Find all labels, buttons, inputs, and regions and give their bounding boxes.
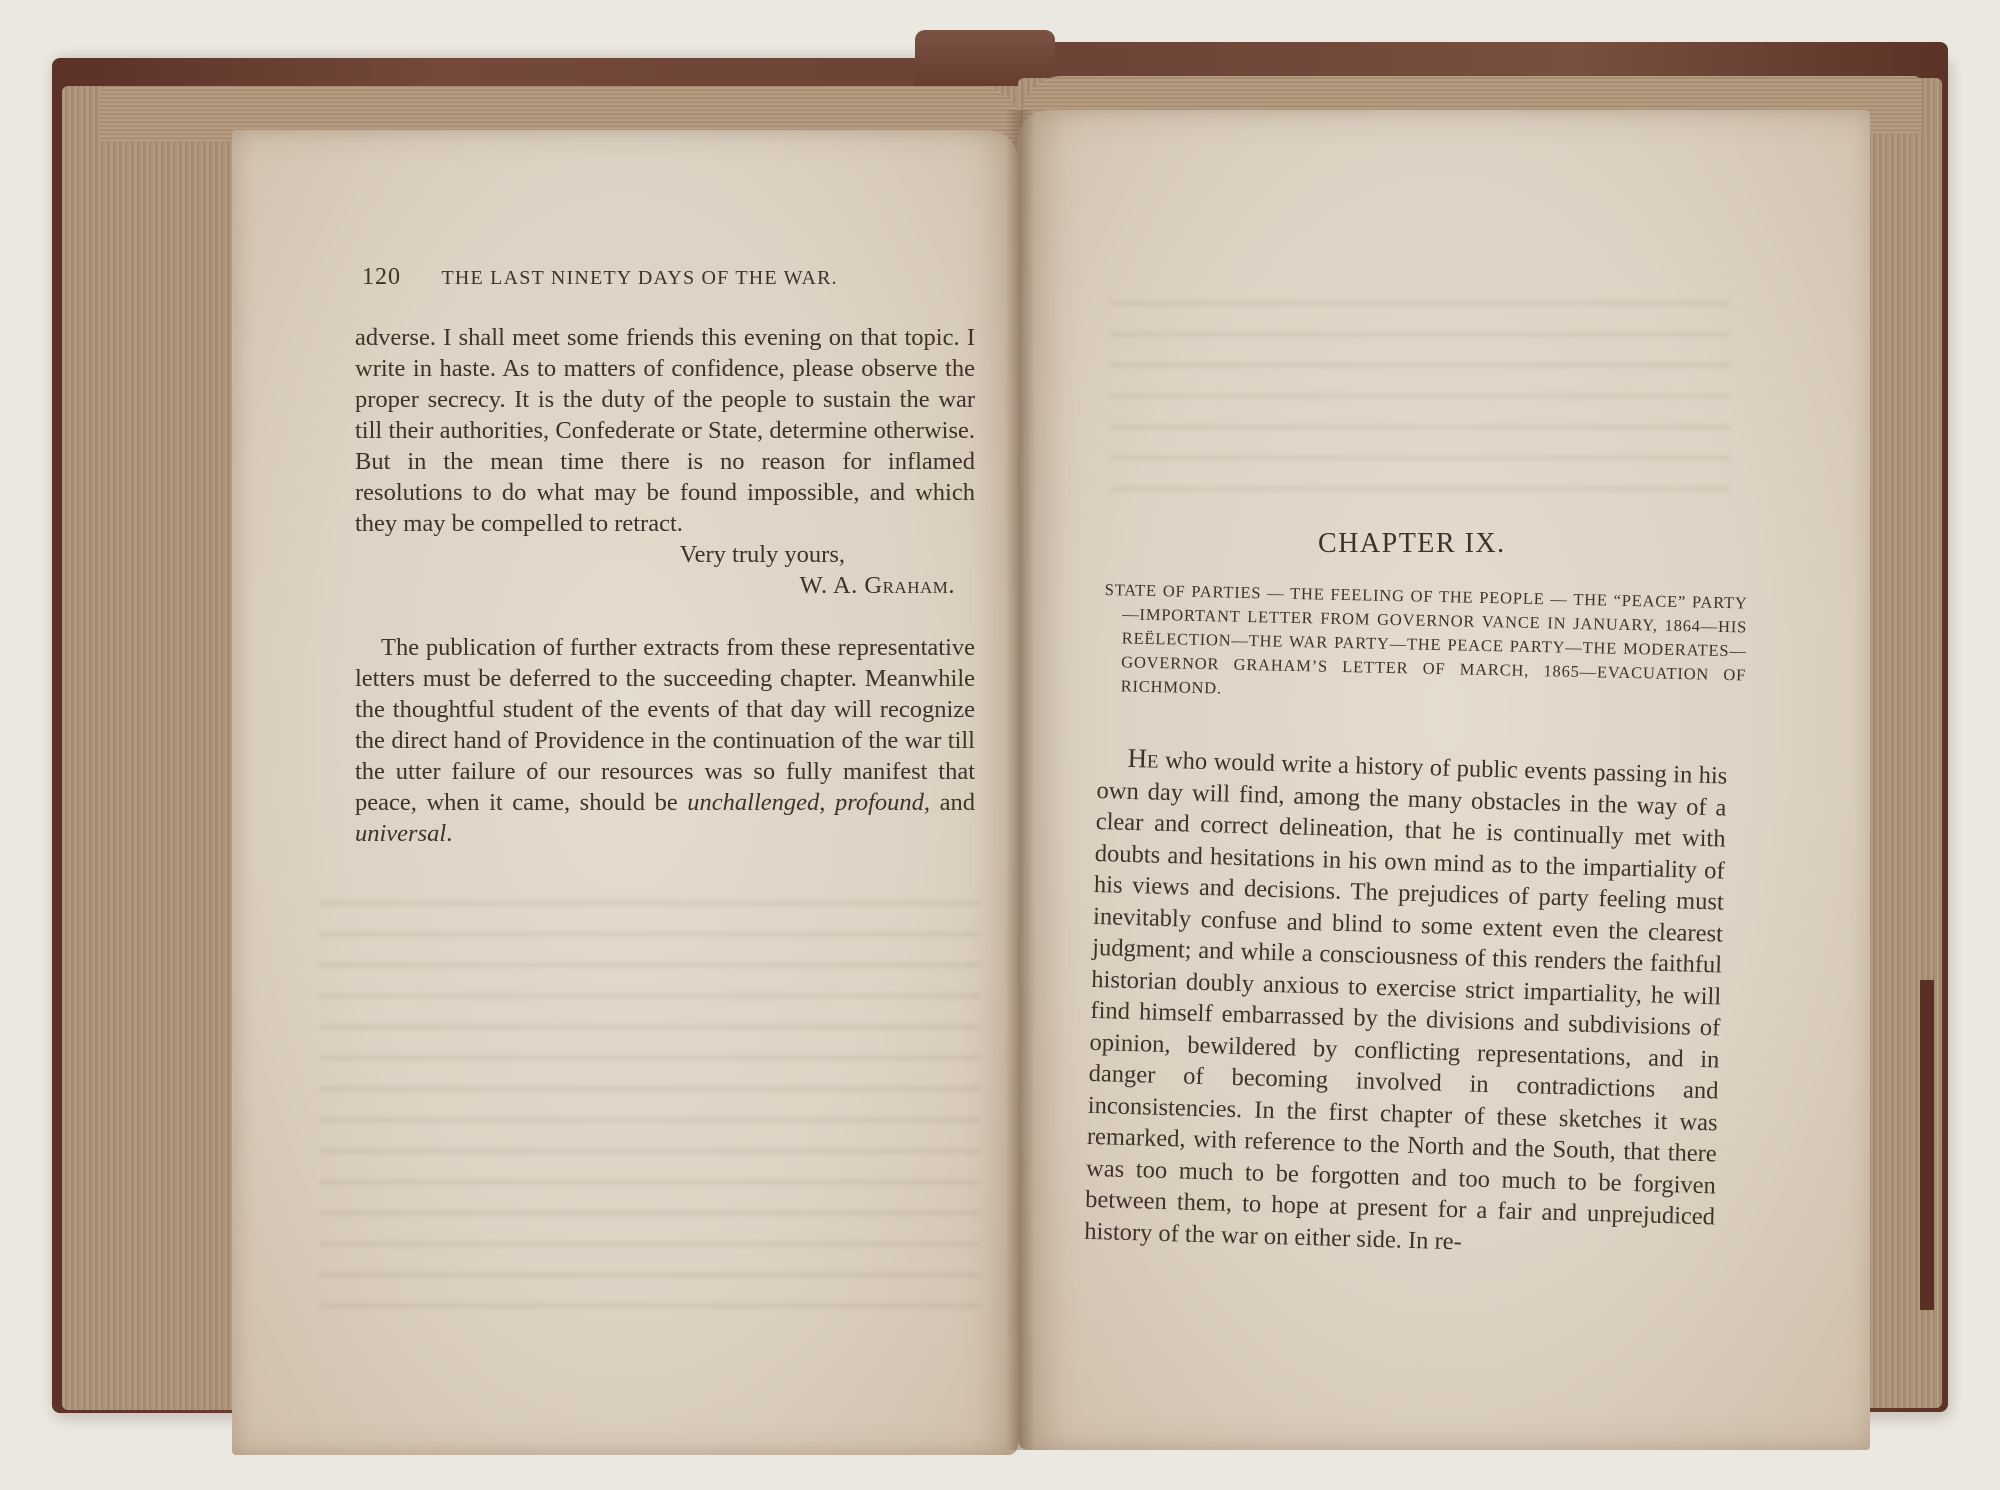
chapter-body-text: who would write a history of public events passing in his own day will find, among the many obstacles in the way of a clear and correct delineation, that he is continually met with doubts and hesitations in his own mind as to the impartiality of his views and decisions. The prejudices of party feeling must inevitably confuse and blind to some extent even the clearest judgment; and while a consciousness of this renders the faithful historian doubly anxious to exercise strict impartiality, he will find himself embarrassed by the divisions and subdivisions of opinion, bewildered by conflicting representations, and in danger of becoming involved in contradictions and inconsistencies. In the first chapter of these sketches it was remarked, with reference to the North and the South, that there was too much to be forgotten and too much to be forgiven between them, to hope at present for a fair and unprejudiced history of the war on either side. In re- [1083, 746, 1728, 1255]
right-page-body [1084, 742, 1728, 1264]
binding-tape [1920, 980, 1934, 1310]
lead-word: He [1127, 742, 1160, 774]
emphasis-profound: profound [834, 789, 924, 816]
running-title: THE LAST NINETY DAYS OF THE WAR. [441, 267, 838, 289]
page-number: 120 [362, 264, 401, 290]
separator-1: , [819, 789, 835, 816]
right-page-showthrough [1110, 300, 1730, 500]
emphasis-unchallenged: unchallenged [687, 789, 820, 816]
commentary-text: The publication of further extracts from these representative letters must be deferred to the succeeding chapter. Meanwhile the thoughtful student of the events of that day will recognize the direct hand of Providence in the continuation of the war till the utter failure of our resources was so fully manifest that peace, when it came, should be [355, 634, 975, 816]
end-period: . [446, 820, 453, 847]
running-head [362, 264, 982, 291]
and-word: and [930, 789, 975, 816]
letter-signature: W. A. Graham. [799, 572, 955, 599]
separator-2: , [923, 789, 931, 816]
letter-closing: Very truly yours, [679, 541, 845, 568]
left-page-body [355, 322, 975, 849]
book-gutter [1005, 110, 1035, 1450]
chapter-title: CHAPTER IX. [1318, 528, 1506, 559]
emphasis-universal: universal [355, 820, 447, 847]
letter-text: adverse. I shall meet some friends this evening on that topic. I write in haste. As to matters of confidence, please observe the proper secrecy. It is the duty of the people to sustain the war till their authorities, Confederate or State, determine otherwise. But in the mean time there is no reason for inflamed resolutions to do what may be found impossible, and which they may be compelled to retract. [355, 324, 975, 537]
commentary-paragraph [355, 632, 975, 849]
left-page-showthrough [320, 900, 980, 1320]
chapter-opening-paragraph [1084, 742, 1728, 1264]
chapter-synopsis: STATE OF PARTIES — THE FEELING OF THE PEOPLE — THE “PEACE” PARTY—IMPORTANT LETTER FROM GOVERNOR VANCE IN JANUARY, 1864—HIS REËLECTION—THE WAR PARTY—THE PEACE PARTY—THE MODERATES—GOVERNOR GRAHAM’S LETTER OF MARCH, 1865—EVACUATION OF RICHMOND. [1104, 579, 1748, 698]
